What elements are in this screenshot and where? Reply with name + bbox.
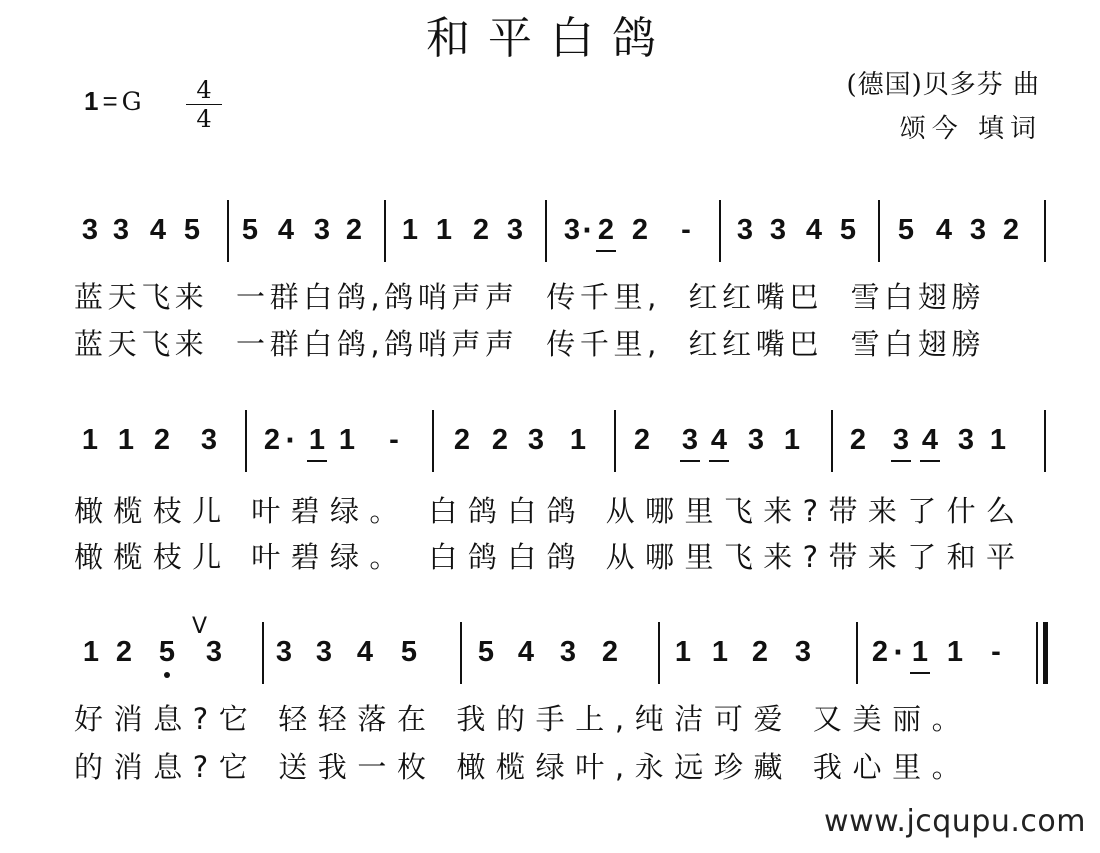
jianpu-note: 2 [633, 424, 651, 456]
jianpu-note: 1 [711, 636, 729, 668]
meter-bottom: 4 [196, 105, 212, 133]
jianpu-note: 5 [839, 214, 857, 246]
jianpu-note: 3 [559, 636, 577, 668]
barline [856, 622, 858, 684]
barline [614, 410, 616, 472]
jianpu-note: 1 [783, 424, 801, 456]
lyric-verse-2: 蓝天飞来 一群白鸽,鸽哨声声 传千里, 红红嘴巴 雪白翅膀 [74, 327, 985, 361]
jianpu-note: 4 [805, 214, 823, 246]
jianpu-note: 1 [946, 636, 964, 668]
key-signature [84, 86, 142, 117]
jianpu-note: 4 [706, 422, 732, 458]
jianpu-note: 3 [275, 636, 293, 668]
jianpu-note: 1 [81, 424, 99, 456]
barline [262, 622, 264, 684]
barline [1044, 410, 1046, 472]
jianpu-note: 4 [935, 214, 953, 246]
barline [878, 200, 880, 262]
lyric-verse-2: 橄榄枝儿 叶碧绿。 白鸽白鸽 从哪里飞来?带来了和平 [74, 540, 1026, 574]
jianpu-note: 1 [401, 214, 419, 246]
jianpu-note: 5 [400, 636, 418, 668]
jianpu-note: 2 [871, 636, 889, 668]
jianpu-note: 3 [969, 214, 987, 246]
jianpu-note: 3 [794, 636, 812, 668]
barline [384, 200, 386, 262]
jianpu-note: 1 [117, 424, 135, 456]
jianpu-note: 3 [506, 214, 524, 246]
jianpu-note: 2 [601, 636, 619, 668]
jianpu-note: 2 [631, 214, 649, 246]
jianpu-note: 2 [472, 214, 490, 246]
jianpu-note: 3 [677, 422, 703, 458]
barline [227, 200, 229, 262]
jianpu-note: 2 [115, 636, 133, 668]
key-tonic-number: 1 [84, 86, 99, 116]
jianpu-note: 3 [112, 214, 130, 246]
jianpu-note: 4 [356, 636, 374, 668]
barline [545, 200, 547, 262]
jianpu-note: 2 [345, 214, 363, 246]
barline [658, 622, 660, 684]
jianpu-note: 2 [849, 424, 867, 456]
jianpu-note: 2 [491, 424, 509, 456]
jianpu-note: 3 [200, 424, 218, 456]
jianpu-note: 3 [205, 636, 223, 668]
jianpu-note: 2 [153, 424, 171, 456]
lyric-verse-1: 好消息?它 轻轻落在 我的手上,纯洁可爱 又美丽。 [74, 702, 972, 736]
jianpu-note: 4 [277, 214, 295, 246]
jianpu-note: 1 [569, 424, 587, 456]
lyric-verse-2: 的消息?它 送我一枚 橄榄绿叶,永远珍藏 我心里。 [74, 750, 972, 784]
jianpu-note: 5 [241, 214, 259, 246]
jianpu-note: 2 [453, 424, 471, 456]
jianpu-note: 5 [183, 214, 201, 246]
jianpu-note: 3 [313, 214, 331, 246]
augmentation-dot: · [582, 216, 592, 246]
jianpu-note: 3 [957, 424, 975, 456]
jianpu-note: 2 [1002, 214, 1020, 246]
jianpu-note: 4 [149, 214, 167, 246]
jianpu-note: 4 [517, 636, 535, 668]
dash-extension: - [389, 424, 399, 456]
barline [831, 410, 833, 472]
jianpu-note: 3 [769, 214, 787, 246]
jianpu-note: 1 [907, 634, 933, 670]
jianpu-note: 3 [888, 422, 914, 458]
jianpu-note: 2 [751, 636, 769, 668]
jianpu-note: 5 [477, 636, 495, 668]
jianpu-note: 1 [82, 636, 100, 668]
lyric-verse-1: 橄榄枝儿 叶碧绿。 白鸽白鸽 从哪里飞来?带来了什么 [74, 494, 1026, 528]
jianpu-note: 1 [304, 422, 330, 458]
jianpu-note: 2 [593, 212, 619, 248]
barline [245, 410, 247, 472]
dash-extension: - [991, 636, 1001, 668]
jianpu-note: 1 [674, 636, 692, 668]
jianpu-note: 3 [563, 214, 581, 246]
jianpu-note: 3 [81, 214, 99, 246]
jianpu-note: 1 [338, 424, 356, 456]
low-octave-dot [164, 672, 170, 678]
final-barline-thick [1043, 622, 1048, 684]
barline [432, 410, 434, 472]
barline [719, 200, 721, 262]
lyricist-credit: 颂今 填词 [899, 114, 1042, 144]
song-title: 和平白鸽 [426, 13, 674, 64]
jianpu-note: 3 [527, 424, 545, 456]
final-barline-thin [1036, 622, 1038, 684]
key-equals: = [102, 86, 118, 116]
jianpu-note: 3 [747, 424, 765, 456]
augmentation-dot: · [285, 426, 295, 456]
lyric-verse-1: 蓝天飞来 一群白鸽,鸽哨声声 传千里, 红红嘴巴 雪白翅膀 [74, 280, 985, 314]
jianpu-note: 5 [158, 636, 176, 668]
jianpu-note: 4 [917, 422, 943, 458]
jianpu-note: 1 [989, 424, 1007, 456]
jianpu-note: 3 [736, 214, 754, 246]
barline [1044, 200, 1046, 262]
key-letter: G [121, 87, 142, 116]
composer-credit: (德国)贝多芬 曲 [846, 70, 1040, 100]
meter-top: 4 [196, 76, 212, 104]
time-signature [186, 78, 222, 131]
augmentation-dot: · [893, 638, 903, 668]
barline [460, 622, 462, 684]
jianpu-note: 3 [315, 636, 333, 668]
dash-extension: - [681, 214, 691, 246]
breath-mark: V [192, 614, 208, 639]
jianpu-note: 1 [435, 214, 453, 246]
jianpu-note: 5 [897, 214, 915, 246]
jianpu-note: 2 [263, 424, 281, 456]
site-watermark: www.jcqupu.com [824, 804, 1086, 839]
